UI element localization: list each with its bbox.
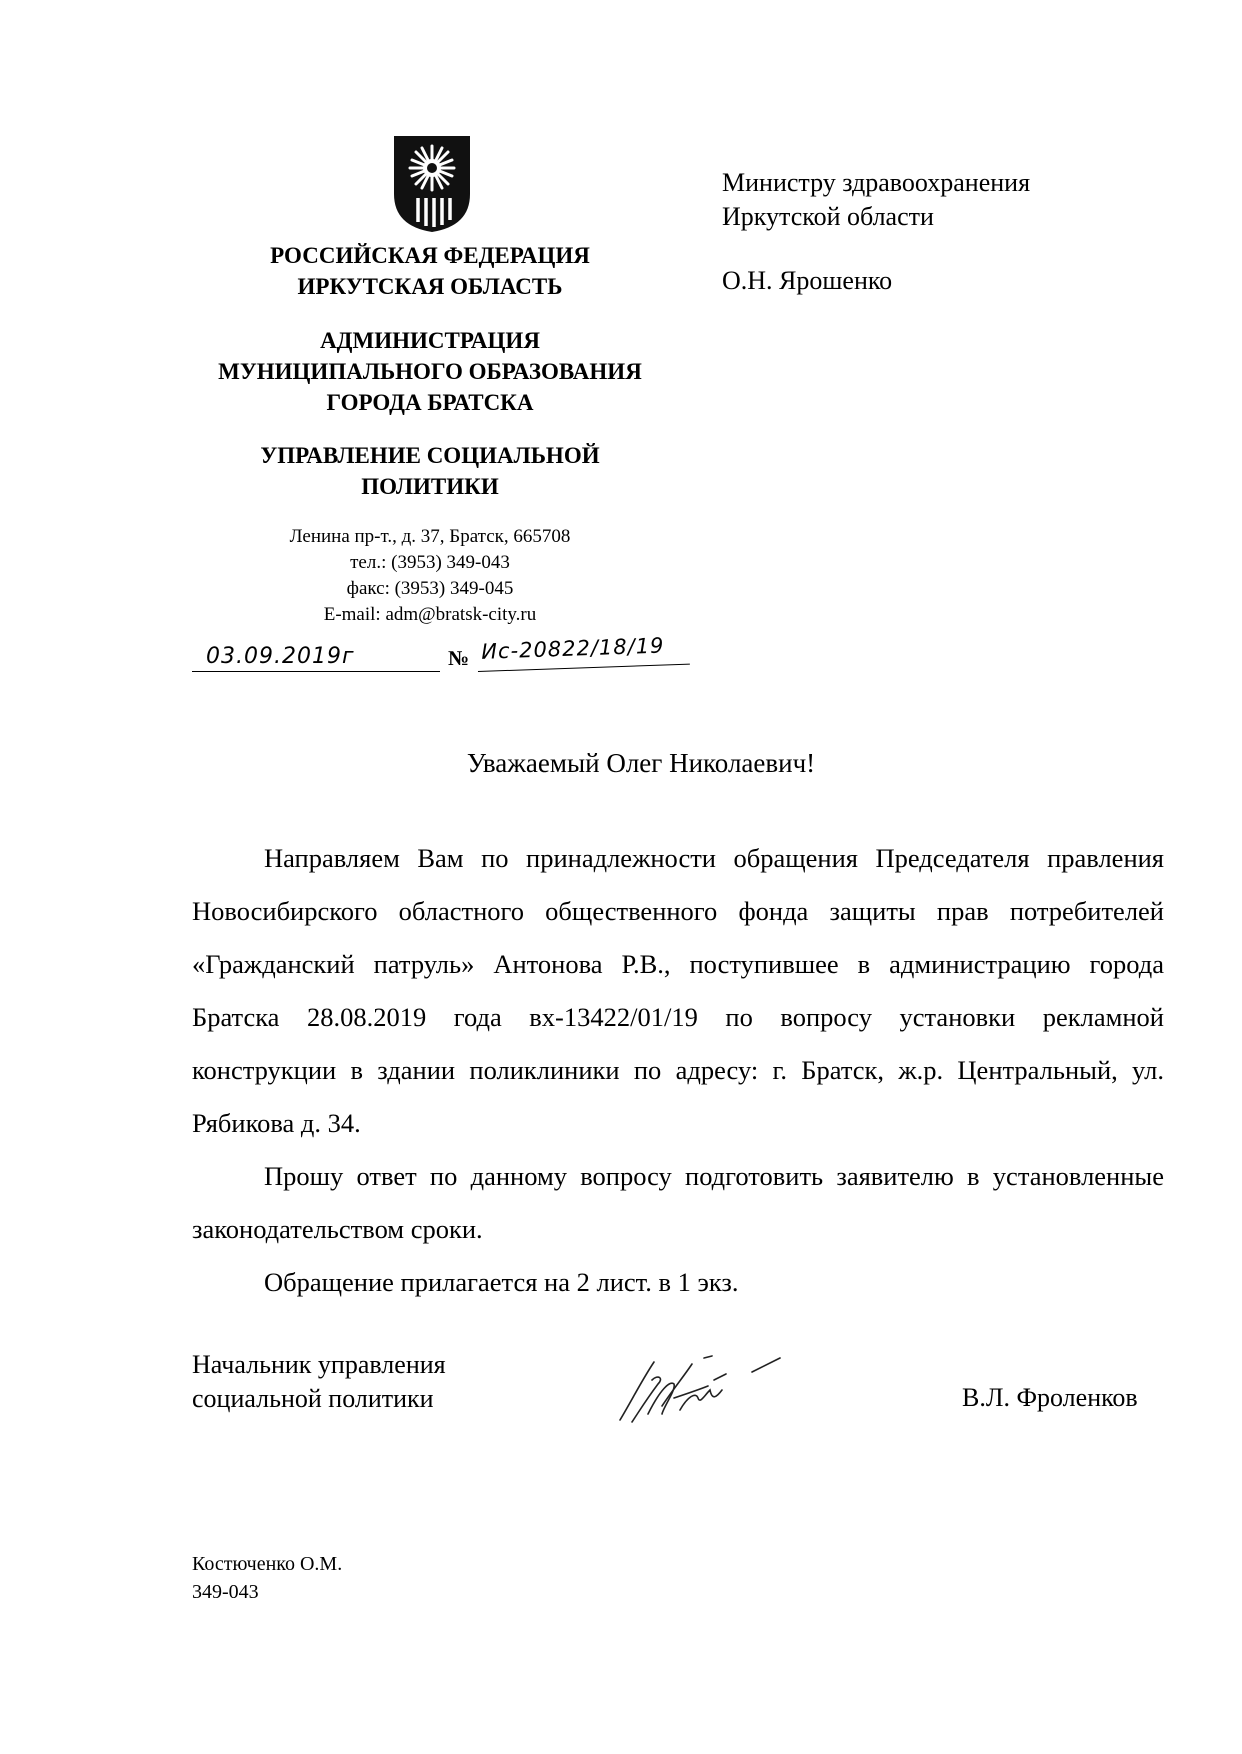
org-line: РОССИЙСКАЯ ФЕДЕРАЦИЯ [270,243,590,268]
address: Ленина пр-т., д. 37, Братск, 665708 [289,526,571,547]
executor-block [192,1550,342,1606]
org-line: УПРАВЛЕНИЕ СОЦИАЛЬНОЙ [260,443,600,468]
recipient-block [722,166,1030,298]
contact-block [230,524,630,628]
executor-name: Костюченко О.М. [192,1553,343,1575]
org-line: ПОЛИТИКИ [361,474,499,499]
paragraph: Прошу ответ по данному вопросу подготовить заявителю в установленные законодательством сроки. [192,1161,1164,1244]
registration-date: 03.09.2019г [192,640,440,672]
fax: факс: (3953) 349-045 [346,578,514,599]
position-line: Начальник управления [192,1350,446,1379]
org-line: ИРКУТСКАЯ ОБЛАСТЬ [297,274,563,299]
recipient-name: О.Н. Ярошенко [722,266,893,295]
org-line: АДМИНИСТРАЦИЯ [320,328,540,353]
position-line: социальной политики [192,1384,434,1413]
signer-name: В.Л. Фроленков [962,1383,1138,1412]
executor-phone: 349-043 [192,1581,259,1603]
paragraph: Обращение прилагается на 2 лист. в 1 экз. [264,1267,739,1297]
org-line: ГОРОДА БРАТСКА [326,390,534,415]
org-line: МУНИЦИПАЛЬНОГО ОБРАЗОВАНИЯ [218,359,642,384]
paragraph: Направляем Вам по принадлежности обращения Председателя правления Новосибирского областного общественного фонда защиты прав потребителей «Гражданский патруль» Антонова Р.В., поступившее в администрацию города Братска 28.08.2019 года вх-13422/01/19 по вопросу установки рекламной конструкции в здании поликлиники по адресу: г. Братск, ж.р. Центральный, ул. Рябикова д. 34. [192,843,1164,1138]
org-block-administration [180,325,680,418]
registration-number: Ис-20822/18/19 [477,625,690,672]
recipient-line: Иркутской области [722,202,934,231]
registration-number-label: № [448,646,470,670]
signer-position [192,1348,446,1416]
letter-body [192,832,1164,1309]
handwritten-signature [612,1340,812,1440]
recipient-line: Министру здравоохранения [722,168,1031,197]
phone: тел.: (3953) 349-043 [350,552,510,573]
org-block-country [180,240,680,302]
org-block-department [180,440,680,502]
email: E-mail: adm@bratsk-city.ru [323,604,537,625]
salutation: Уважаемый Олег Николаевич! [466,748,816,778]
city-coat-of-arms-icon [392,134,472,234]
